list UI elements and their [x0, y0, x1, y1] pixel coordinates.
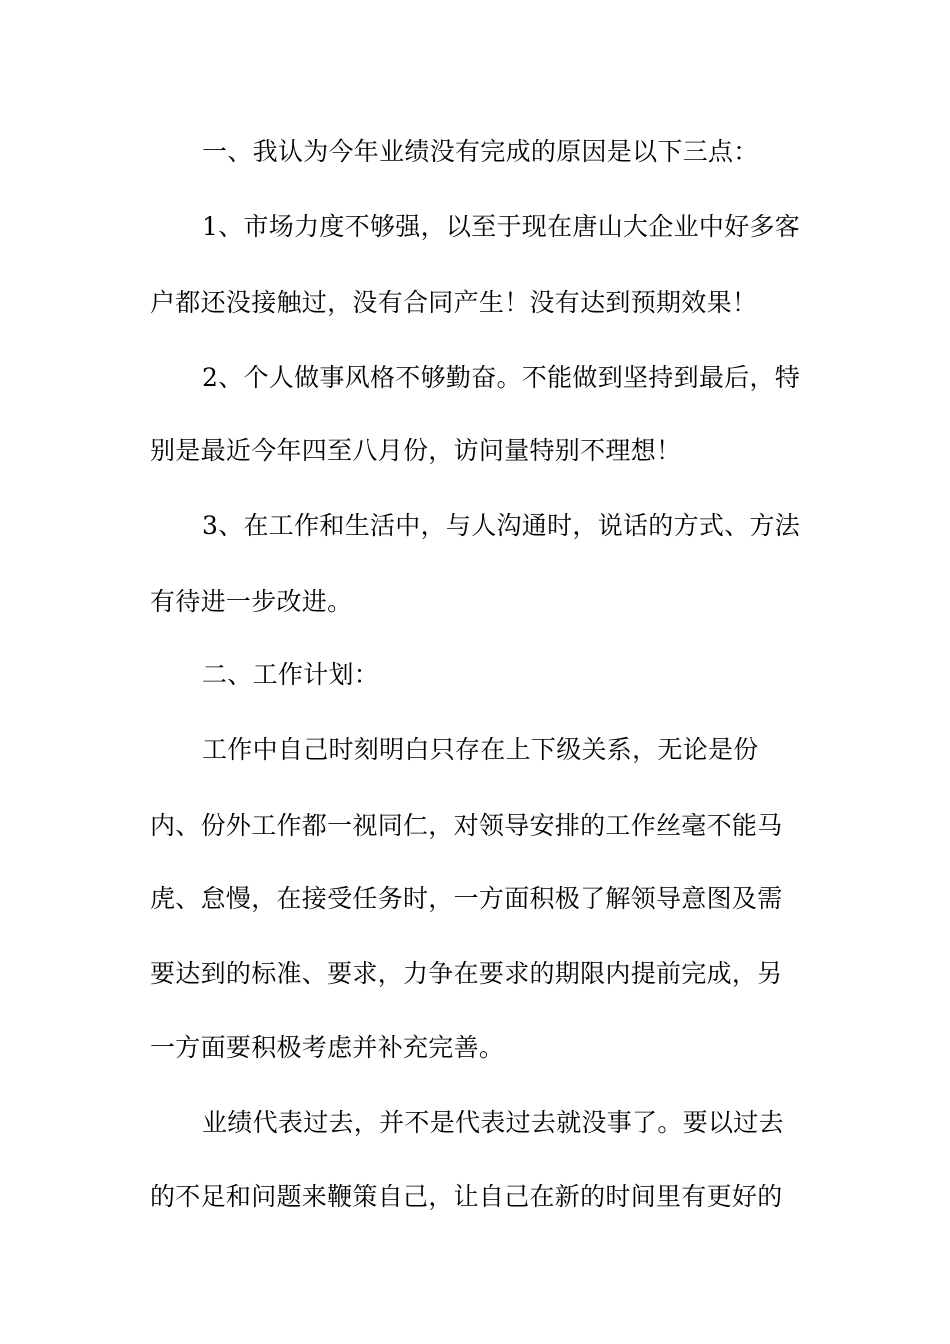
text-line-9: 工作中自己时刻明白只存在上下级关系，无论是份 — [202, 735, 759, 764]
text-line-10: 内、份外工作都一视同仁，对领导安排的工作丝毫不能马 — [150, 811, 783, 840]
text-line-13: 一方面要积极考虑并补充完善。 — [150, 1033, 505, 1062]
text-line-8: 二、工作计划： — [202, 660, 380, 689]
text-line-6: 3、在工作和生活中，与人沟通时，说话的方式、方法 — [202, 511, 801, 540]
text-line-7: 有待进一步改进。 — [150, 587, 353, 616]
text-line-4: 2、个人做事风格不够勤奋。不能做到坚持到最后，特 — [202, 363, 801, 392]
text-line-5: 别是最近今年四至八月份，访问量特别不理想！ — [150, 436, 682, 465]
text-line-15: 的不足和问题来鞭策自己，让自己在新的时间里有更好的 — [150, 1182, 783, 1211]
text-line-12: 要达到的标准、要求，力争在要求的期限内提前完成，另 — [150, 959, 783, 988]
text-line-14: 业绩代表过去，并不是代表过去就没事了。要以过去 — [202, 1108, 784, 1137]
text-line-1: 一、我认为今年业绩没有完成的原因是以下三点： — [202, 137, 759, 166]
text-line-11: 虎、怠慢，在接受任务时，一方面积极了解领导意图及需 — [150, 884, 783, 913]
text-line-3: 户都还没接触过，没有合同产生！没有达到预期效果！ — [150, 288, 758, 317]
text-line-2: 1、市场力度不够强，以至于现在唐山大企业中好多客 — [202, 212, 801, 241]
